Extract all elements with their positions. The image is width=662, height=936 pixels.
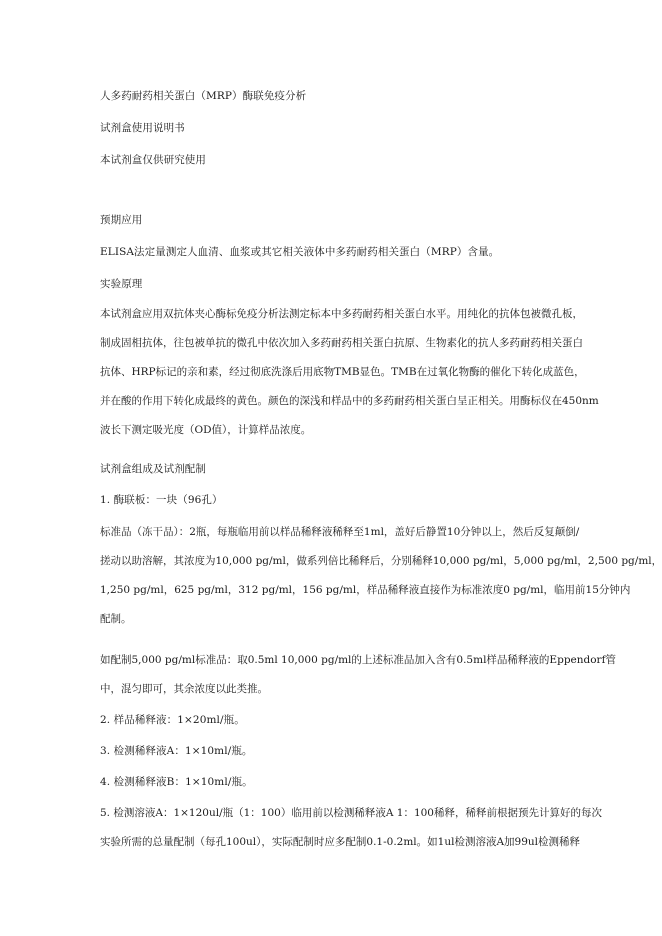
paragraph-line: 制成固相抗体，往包被单抗的微孔中依次加入多药耐药相关蛋白抗原、生物素化的抗人多药耐药相关蛋白	[100, 337, 583, 349]
paragraph-line: 标准品（冻干品）：2瓶，每瓶临用前以样品稀释液稀释至1ml，盖好后静置10分钟以上，然后反复颠倒/	[100, 526, 580, 538]
research-use-notice: 本试剂盒仅供研究使用	[100, 154, 206, 166]
paragraph-line: 本试剂盒应用双抗体夹心酶标免疫分析法测定标本中多药耐药相关蛋白水平。用纯化的抗体包被微孔板，	[100, 308, 583, 320]
paragraph-line: 5. 检测溶液A：1×120ul/瓶（1：100）临用前以检测稀释液A 1：100稀释，稀释前根据预先计算好的每次	[100, 807, 602, 819]
principle-heading: 实验原理	[100, 278, 143, 290]
document-title: 人多药耐药相关蛋白（MRP）酶联免疫分析	[100, 90, 307, 102]
kit-composition-heading: 试剂盒组成及试剂配制	[100, 463, 206, 475]
paragraph-line: 搓动以助溶解，其浓度为10,000 pg/ml，做系列倍比稀释后，分别稀释10,000 pg/ml，5,000 pg/ml，2,500 pg/ml，	[100, 555, 662, 567]
intended-use-heading: 预期应用	[100, 214, 143, 226]
kit-item-4: 4. 检测稀释液B：1×10ml/瓶。	[100, 776, 253, 788]
paragraph-line: 如配制5,000 pg/ml标准品：取0.5ml 10,000 pg/ml的上述标准品加入含有0.5ml样品稀释液的Eppendorf管	[100, 654, 616, 666]
document-subtitle: 试剂盒使用说明书	[100, 122, 185, 134]
kit-item-3: 3. 检测稀释液A：1×10ml/瓶。	[100, 745, 253, 757]
principle-paragraph	[100, 307, 599, 452]
intended-use-text: ELISA法定量测定人血清、血浆或其它相关液体中多药耐药相关蛋白（MRP）含量。	[100, 246, 500, 258]
paragraph-line: 抗体、HRP标记的亲和素，经过彻底洗涤后用底物TMB显色。TMB在过氧化物酶的催化下转化成蓝色，	[100, 366, 585, 378]
kit-item-5-paragraph	[100, 806, 602, 864]
paragraph-line: 实验所需的总量配制（每孔100ul），实际配制时应多配制0.1-0.2ml。如1ul检测溶液A加99ul检测稀释	[100, 836, 581, 848]
paragraph-line: 并在酸的作用下转化成最终的黄色。颜色的深浅和样品中的多药耐药相关蛋白呈正相关。用酶标仪在450nm	[100, 395, 599, 407]
kit-item-1: 1. 酶联板：一块（96孔）	[100, 494, 223, 506]
paragraph-line: 中，混匀即可，其余浓度以此类推。	[100, 683, 268, 695]
paragraph-line: 波长下测定吸光度（OD值），计算样品浓度。	[100, 424, 312, 436]
paragraph-line: 1,250 pg/ml，625 pg/ml，312 pg/ml，156 pg/ml，样品稀释液直接作为标准浓度0 pg/ml，临用前15分钟内	[100, 584, 631, 596]
standard-paragraph	[100, 525, 662, 641]
kit-item-2: 2. 样品稀释液：1×20ml/瓶。	[100, 714, 245, 726]
paragraph-line: 配制。	[100, 613, 132, 625]
example-paragraph	[100, 653, 616, 711]
